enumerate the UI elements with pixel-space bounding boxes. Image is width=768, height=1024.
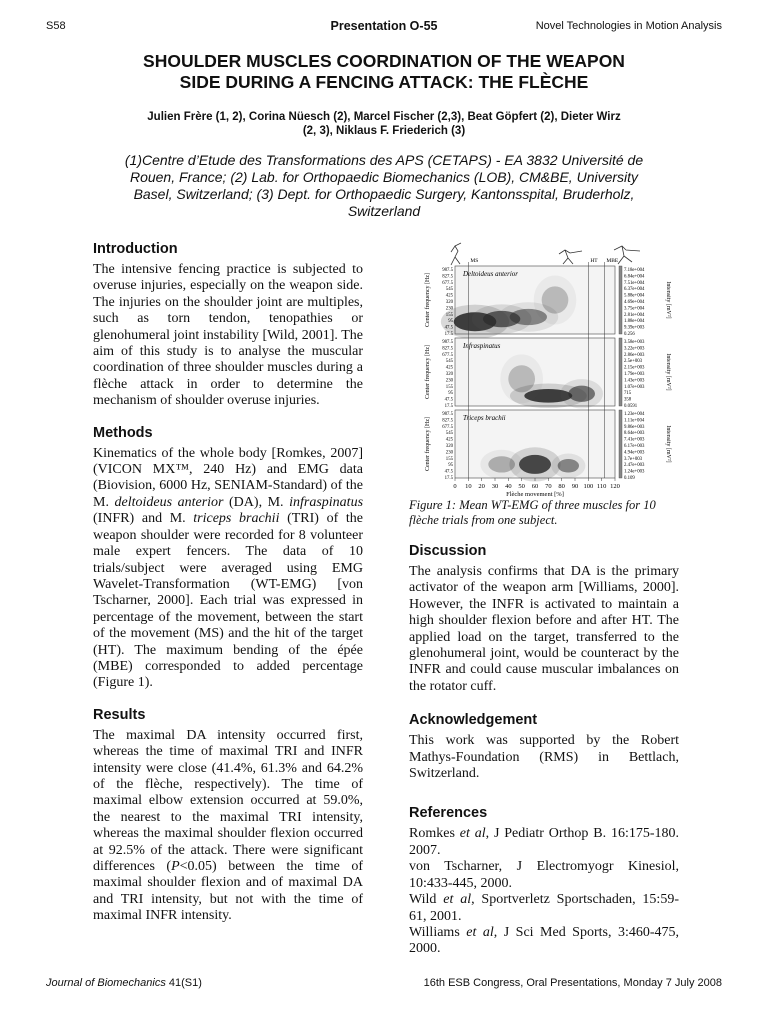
intensity-tick-label: 4.94e+003 [624, 450, 645, 456]
freq-tick-label: 230 [445, 378, 453, 384]
panel-muscle-label: Triceps brachii [463, 414, 506, 422]
x-tick-label: 20 [478, 483, 485, 490]
freq-tick-label: 545 [445, 431, 453, 437]
freq-tick-label: 320 [445, 444, 453, 449]
affiliation-line: Basel, Switzerland; (3) Dept. for Orthopaedic Surgery, Kantonsspital, Bruderholz, [133, 186, 635, 202]
right-column [409, 240, 679, 958]
intensity-tick-label: 7.41e+003 [624, 437, 645, 443]
freq-tick-label: 95 [448, 463, 453, 469]
y-axis-label: Center frequency [Hz] [425, 417, 431, 471]
journal-name: Journal of Biomechanics [46, 977, 166, 989]
event-marker-label: HT [590, 258, 598, 264]
freq-tick-label: 827.5 [442, 346, 453, 352]
title-line: SHOULDER MUSCLES COORDINATION OF THE WEAPON [143, 51, 625, 71]
author-list [100, 110, 668, 138]
intensity-tick-label: 9.39e+003 [624, 325, 645, 331]
figure-1 [409, 242, 679, 498]
intensity-tick-label: 1.79e+003 [624, 372, 645, 377]
freq-tick-label: 47.5 [444, 397, 453, 403]
intensity-tick-label: 6.17e+003 [624, 444, 645, 449]
freq-tick-label: 987.5 [442, 268, 453, 273]
intensity-halo [551, 454, 585, 478]
paper-title [80, 51, 688, 93]
intensity-tick-label: 1.07e+003 [624, 384, 645, 390]
intensity-tick-label: 6.84e+004 [624, 274, 645, 280]
freq-tick-label: 230 [445, 306, 453, 312]
spectrogram-panel [424, 338, 671, 409]
intensity-tick-label: 0.109 [624, 476, 635, 481]
intensity-tick-label: 2.5e+003 [624, 359, 643, 365]
intensity-tick-label: 2.86e+003 [624, 352, 645, 358]
intensity-tick-label: 1.88e+004 [624, 319, 645, 325]
methods-heading: Methods [93, 424, 153, 441]
freq-tick-label: 987.5 [442, 412, 453, 417]
muscle-name: infraspinatus [289, 494, 364, 510]
intensity-tick-label: 0.0591 [624, 404, 638, 409]
introduction-heading: Introduction [93, 241, 178, 257]
intensity-tick-label: 2.47e+003 [624, 463, 645, 469]
x-tick-label: 0 [453, 483, 457, 490]
freq-tick-label: 425 [445, 437, 453, 443]
reference-text: , Sportverletz Sportschaden, 15:59-61, 2001. [409, 892, 679, 924]
freq-tick-label: 827.5 [442, 274, 453, 280]
p-value-symbol: P [171, 859, 180, 874]
intensity-tick-label: 8.64e+003 [624, 431, 645, 437]
reference-text: Wild [409, 892, 444, 908]
freq-tick-label: 155 [445, 384, 453, 390]
reference-text: Williams [409, 924, 467, 940]
spectrogram-panel [424, 266, 671, 339]
event-marker-label: MS [470, 258, 479, 264]
acknowledgement-text: This work was supported by the Robert Mathys-Foundation (RMS) in Bettlach, Switzerland. [409, 733, 679, 782]
acknowledgement-heading: Acknowledgement [409, 712, 538, 729]
freq-tick-label: 47.5 [444, 469, 453, 475]
affiliation-line: (1)Centre d’Etude des Transformations des APS (CETAPS) - EA 3832 Université de [124, 152, 644, 168]
intensity-tick-label: 2.81e+004 [624, 312, 645, 318]
reference-item [409, 892, 679, 925]
intensity-tick-label: 1.24e+003 [624, 469, 645, 475]
results-text [93, 728, 363, 925]
intensity-halo [534, 276, 577, 325]
reference-text: Romkes [409, 826, 460, 842]
reference-text: , J Sci Med Sports, 3:460-475, 2000. [409, 924, 679, 957]
discussion-text: The analysis confirms that DA is the primary activator of the weapon arm [Williams, 2000]. However, the INFR is activated to maintain a high shoulder flexion before and after HT. The applied load on the target, transferred to the glenohumeral joint, would be counteract by the INFR and could cause muscular imbalances on the rotator cuff. [409, 564, 679, 694]
reference-item [409, 826, 679, 859]
intensity-tick-label: 3.7e+003 [624, 456, 643, 462]
reference-text: , J Pediatr Orthop B. 16:175-180. 2007. [409, 826, 680, 858]
freq-tick-label: 545 [445, 359, 453, 365]
results-heading: Results [93, 706, 146, 723]
intensity-halo [480, 450, 523, 479]
intensity-tick-label: 715 [624, 391, 632, 397]
methods-text [93, 446, 363, 692]
intensity-axis-label: Intensity [mV²] [665, 425, 671, 463]
results-text-part: The maximal DA intensity occurred first, whereas the time of maximal TRI and INFR intensity were close (41.4%, 61.3% and 64.2% of the flèche, respectively). The time of maximal elbow extension occurred at 59.0%, the nearest to the maximal TRI intensity, whereas the maximal shoulder flexion occurred at 92.5% of the attack. There were significant differences ( [93, 727, 363, 874]
reference-etal: et al [466, 924, 494, 940]
intensity-tick-label: 4.69e+004 [624, 300, 645, 305]
affiliation-line: Rouen, France; (2) Lab. for Orthopaedic Biomechanics (LOB), CM&BE, University [129, 169, 639, 185]
spectrogram-panel [424, 410, 671, 482]
muscle-name: deltoideus anterior [114, 494, 224, 510]
freq-tick-label: 17.5 [444, 476, 453, 481]
freq-tick-label: 320 [445, 300, 453, 305]
intensity-tick-label: 1.11e+004 [624, 418, 645, 424]
intensity-tick-label: 3.22e+003 [624, 346, 645, 352]
x-tick-label: 110 [596, 483, 607, 490]
figure-caption: Figure 1: Mean WT-EMG of three muscles for 10 flèche trials from one subject. [409, 498, 656, 527]
x-tick-label: 120 [610, 483, 620, 490]
intensity-halo [560, 379, 603, 408]
session-label: Presentation O-55 [330, 19, 438, 33]
discussion-heading: Discussion [409, 543, 487, 559]
reference-item [409, 925, 679, 958]
page-number: S58 [46, 20, 66, 32]
freq-tick-label: 47.5 [444, 325, 453, 331]
intensity-scale-bar [619, 410, 622, 478]
references-heading: References [409, 805, 488, 822]
x-tick-label: 80 [558, 483, 565, 490]
freq-tick-label: 545 [445, 287, 453, 293]
x-tick-label: 60 [531, 483, 539, 490]
intensity-scale-bar [619, 266, 622, 334]
author-line: Julien Frère (1, 2), Corina Nüesch (2), Marcel Fischer (2,3), Beat Göpfert (2), Dieter Wirz [147, 111, 621, 123]
x-tick-label: 70 [545, 483, 552, 490]
intensity-axis-label: Intensity [mV²] [665, 281, 671, 319]
methods-text-part: (INFR) and M. [93, 511, 194, 527]
intensity-tick-label: 6.37e+004 [624, 287, 645, 293]
journal-volume: 41(S1) [165, 977, 202, 989]
journal-citation [46, 977, 202, 989]
intensity-halo [500, 354, 543, 403]
freq-tick-label: 230 [445, 450, 453, 456]
track-label: Novel Technologies in Motion Analysis [535, 20, 722, 32]
x-tick-label: 50 [518, 483, 525, 490]
intensity-scale-bar [619, 338, 622, 406]
freq-tick-label: 95 [448, 391, 453, 397]
freq-tick-label: 677.5 [442, 424, 453, 430]
freq-tick-label: 95 [448, 319, 453, 325]
x-tick-label: 90 [571, 483, 579, 490]
intensity-tick-label: 358 [624, 397, 632, 403]
intensity-tick-label: 7.51e+004 [624, 280, 645, 286]
intensity-axis-label: Intensity [mV²] [665, 353, 671, 391]
panel-muscle-label: Infraspinatus [463, 342, 501, 350]
intensity-tick-label: 9.86e+003 [624, 424, 645, 430]
methods-text-part: Kinematics of the whole body [Romkes, 2007] (VICON MX™, 240 Hz) and EMG data (Biovision, 6000 Hz, SENIAM-Standard) of the M. [93, 445, 363, 510]
intensity-tick-label: 0.256 [624, 332, 635, 337]
intensity-tick-label: 3.75e+004 [624, 306, 645, 312]
freq-tick-label: 17.5 [444, 332, 453, 337]
freq-tick-label: 987.5 [442, 340, 453, 345]
freq-tick-label: 425 [445, 365, 453, 371]
title-line: SIDE DURING A FENCING ATTACK: THE FLÈCHE [179, 72, 589, 92]
affiliations [95, 152, 673, 220]
y-axis-label: Center frequency [Hz] [425, 345, 431, 399]
affiliation-line: Switzerland [347, 203, 421, 219]
y-axis-label: Center frequency [Hz] [425, 273, 431, 327]
intensity-tick-label: 1.23e+004 [624, 412, 645, 417]
introduction-text: The intensive fencing practice is subjected to overuse injuries, especially on the weapon side. The injuries on the shoulder joint are multiples, such as torn tendon, tenopathies or glenohumeral joint instability [Wild, 2001]. The aim of this study is to analyse the muscular coordination of three shoulder muscles during a flèche attack in order to determine the mechanism of shoulder overuse injuries. [93, 262, 363, 409]
freq-tick-label: 425 [445, 293, 453, 299]
left-column [93, 240, 363, 925]
freq-tick-label: 155 [445, 456, 453, 462]
reference-etal: et al [459, 826, 486, 842]
intensity-tick-label: 3.58e+003 [624, 340, 645, 345]
reference-text: von Tscharner, J Electromyogr Kinesiol, 10:433-445, 2000. [409, 859, 679, 891]
muscle-name: triceps brachii [193, 511, 280, 527]
reference-etal: et al [443, 892, 472, 908]
intensity-tick-label: 7.18e+004 [624, 268, 645, 273]
wt-emg-figure [409, 242, 679, 498]
freq-tick-label: 17.5 [444, 404, 453, 409]
results-text-part: <0.05) between the time of maximal shoulder flexion and of maximal DA and TRI intensity, but not with the time of maximal INFR intensity. [93, 859, 363, 924]
methods-text-part: (DA), M. [223, 494, 290, 510]
x-tick-label: 30 [491, 483, 499, 490]
freq-tick-label: 677.5 [442, 280, 453, 286]
panel-muscle-label: Deltoideus anterior [463, 270, 519, 278]
freq-tick-label: 827.5 [442, 418, 453, 424]
congress-label: 16th ESB Congress, Oral Presentations, Monday 7 July 2008 [423, 977, 722, 989]
x-tick-label: 40 [505, 483, 512, 490]
intensity-tick-label: 5.88e+004 [624, 293, 645, 299]
author-line: (2, 3), Niklaus F. Friederich (3) [302, 125, 466, 137]
freq-tick-label: 155 [445, 312, 453, 318]
freq-tick-label: 677.5 [442, 352, 453, 358]
intensity-tick-label: 1.43e+003 [624, 378, 645, 384]
x-tick-label: 100 [583, 483, 594, 490]
reference-item [409, 859, 679, 892]
event-marker-label: MBE [606, 258, 619, 264]
freq-tick-label: 320 [445, 372, 453, 377]
intensity-tick-label: 2.15e+003 [624, 365, 645, 371]
x-axis-label: Flèche movement [%] [506, 491, 564, 498]
methods-text-part: (TRI) of the weapon shoulder were recorded for 8 volunteer male expert fencers. The data of 10 trials/subject were averaged using EMG Wavelet-Transformation (WT-EMG) [von Tscharner, 2000]. Each trial was expressed in percentage of the movement, between the start of the movement (MS) and the hit of the target (HT). The maximum bending of the épée (MBE) corresponded to added percentage (Figure 1). [93, 511, 363, 691]
x-tick-label: 10 [465, 483, 472, 490]
